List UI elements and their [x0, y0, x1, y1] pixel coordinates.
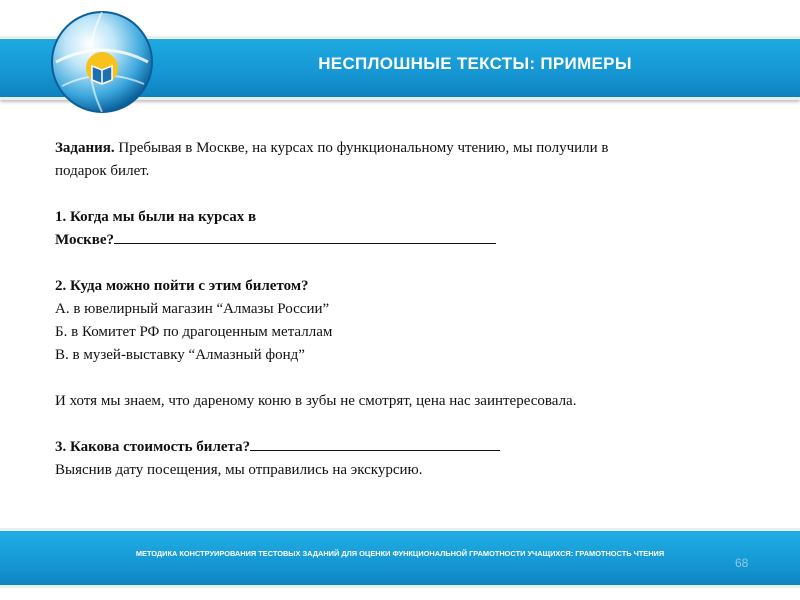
note-text: И хотя мы знаем, что дареному коню в зубы не смотрят, цена нас заинтересовала.	[55, 393, 577, 409]
question-3: 3. Какова стоимость билета?	[55, 436, 745, 459]
answer-line-1	[114, 229, 496, 244]
option-b: Б. в Комитет РФ по драгоценным металлам	[55, 324, 333, 340]
footer-band	[0, 528, 800, 588]
intro-label: Задания.	[55, 140, 115, 156]
page-number: 68	[735, 556, 749, 570]
page-title: НЕСПЛОШНЫЕ ТЕКСТЫ: ПРИМЕРЫ	[318, 54, 632, 73]
footer-text: МЕТОДИКА КОНСТРУИРОВАНИЯ ТЕСТОВЫХ ЗАДАНИЙ ДЛЯ ОЦЕНКИ ФУНКЦИОНАЛЬНОЙ ГРАМОТНОСТИ УЧАЩИХСЯ: ГРАМОТНОСТЬ ЧТЕНИЯ	[135, 549, 665, 558]
intro-text: Пребывая в Москве, на курсах по функциональному чтению, мы получили в	[114, 140, 609, 156]
task-content	[55, 137, 745, 482]
closing-text: Выяснив дату посещения, мы отправились на экскурсию.	[55, 462, 423, 478]
intro-paragraph	[55, 137, 745, 160]
option-c: В. в музей-выставку “Алмазный фонд”	[55, 347, 305, 363]
option-a: А. в ювелирный магазин “Алмазы России”	[55, 301, 330, 317]
question-1-line-1: 1. Когда мы были на курсах в	[55, 209, 257, 225]
intro-text-continued: подарок билет.	[55, 163, 150, 179]
question-2: 2. Куда можно пойти с этим билетом?	[55, 278, 309, 294]
answer-line-3	[250, 436, 500, 451]
globe-book-icon	[48, 8, 156, 116]
question-1-line-2: Москве?	[55, 229, 745, 252]
